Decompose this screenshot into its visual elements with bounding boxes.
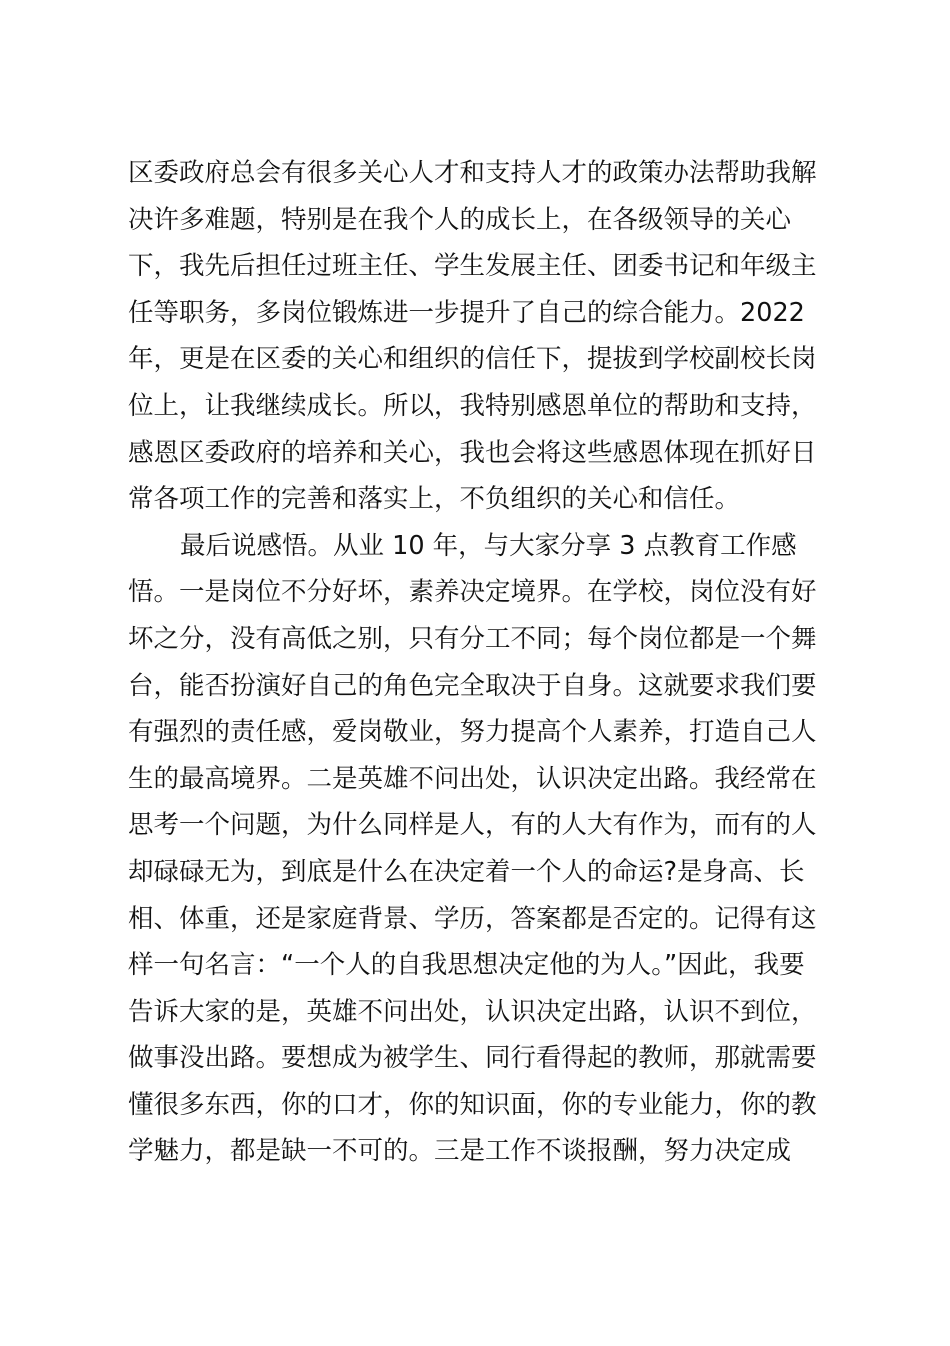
text-line: 年，更是在区委的关心和组织的信任下，提拔到学校副校长岗 xyxy=(128,344,817,375)
text-line: 却碌碌无为，到底是什么在决定着一个人的命运?是身高、长 xyxy=(128,856,805,887)
text-line-indented: 最后说感悟。从业 10 年，与大家分享 3 点教育工作感 xyxy=(180,530,797,561)
text-line: 台，能否扮演好自己的角色完全取决于自身。这就要求我们要 xyxy=(128,670,817,701)
text-line: 常各项工作的完善和落实上，不负组织的关心和信任。 xyxy=(128,484,741,515)
text-line: 相、体重，还是家庭背景、学历，答案都是否定的。记得有这 xyxy=(128,903,817,934)
text-line: 样一句名言：“一个人的自我思想决定他的为人。”因此，我要 xyxy=(128,950,805,981)
text-line: 告诉大家的是，英雄不问出处，认识决定出路，认识不到位， xyxy=(128,996,817,1027)
text-line: 做事没出路。要想成为被学生、同行看得起的教师，那就需要 xyxy=(128,1043,817,1074)
text-line: 决许多难题，特别是在我个人的成长上，在各级领导的关心 xyxy=(128,204,792,235)
text-line: 思考一个问题，为什么同样是人，有的人大有作为，而有的人 xyxy=(128,810,817,841)
text-line: 位上，让我继续成长。所以，我特别感恩单位的帮助和支持， xyxy=(128,390,817,421)
paragraph-2 xyxy=(128,523,828,1175)
paragraph-1 xyxy=(128,150,828,523)
text-line: 学魅力，都是缺一不可的。三是工作不谈报酬，努力决定成 xyxy=(128,1136,792,1167)
text-line: 悟。一是岗位不分好坏，素养决定境界。在学校，岗位没有好 xyxy=(128,577,817,608)
body-text xyxy=(128,150,828,1175)
text-line: 坏之分，没有高低之别，只有分工不同；每个岗位都是一个舞 xyxy=(128,623,817,654)
text-line: 感恩区委政府的培养和关心，我也会将这些感恩体现在抓好日 xyxy=(128,437,817,468)
text-line: 有强烈的责任感，爱岗敬业，努力提高个人素养，打造自己人 xyxy=(128,717,817,748)
text-line: 生的最高境界。二是英雄不问出处，认识决定出路。我经常在 xyxy=(128,763,817,794)
text-line: 区委政府总会有很多关心人才和支持人才的政策办法帮助我解 xyxy=(128,158,817,188)
text-line: 懂很多东西，你的口才，你的知识面，你的专业能力，你的教 xyxy=(128,1089,817,1120)
text-line: 下，我先后担任过班主任、学生发展主任、团委书记和年级主 xyxy=(128,251,817,282)
text-line: 任等职务，多岗位锻炼进一步提升了自己的综合能力。2022 xyxy=(128,297,805,328)
